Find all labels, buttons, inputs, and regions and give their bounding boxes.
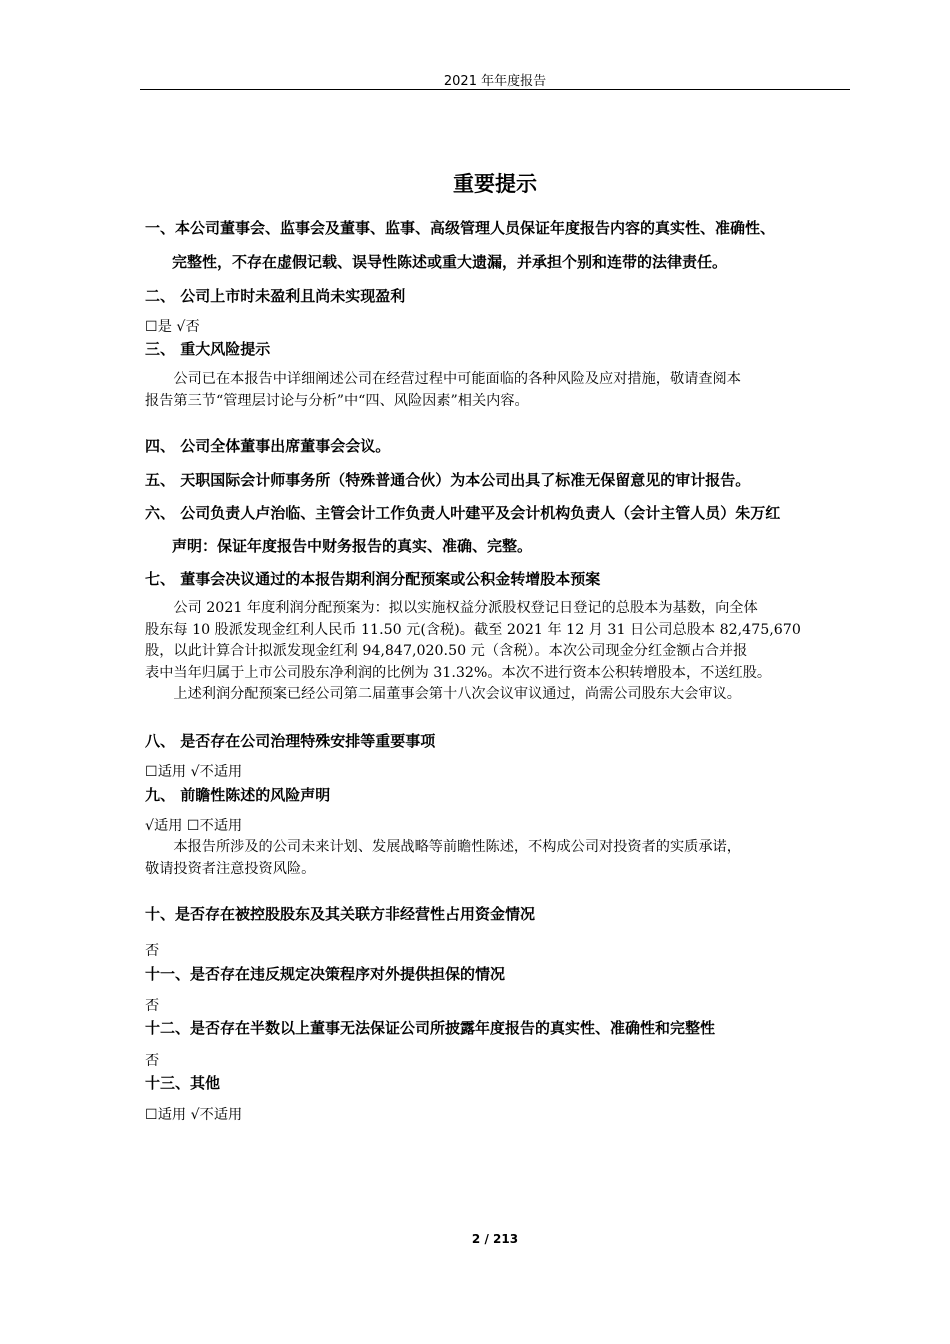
section-11-heading: 十一、是否存在违反规定决策程序对外提供担保的情况: [145, 965, 506, 983]
section-8-option: ☐适用 √不适用: [145, 764, 243, 780]
section-7-line2: 股东每 10 股派发现金红利人民币 11.50 元(含税)。截至 2021 年 12 月 31 日公司总股本 82,475,670: [145, 621, 801, 638]
section-7-line5: 上述利润分配预案已经公司第二届董事会第十八次会议审议通过，尚需公司股东大会审议。: [173, 686, 741, 702]
section-3-line2: 报告第三节“管理层讨论与分析”中“四、风险因素”相关内容。: [145, 392, 529, 409]
section-3-paragraph: [145, 369, 850, 412]
section-7-heading: 七、 董事会决议通过的本报告期利润分配预案或公积金转增股本预案: [145, 570, 601, 588]
section-2-option: ☐是 √否: [145, 319, 200, 335]
section-5-heading: 五、 天职国际会计师事务所（特殊普通合伙）为本公司出具了标准无保留意见的审计报告。: [145, 471, 751, 489]
section-7-line3: 股，以此计算合计拟派发现金红利 94,847,020.50 元（含税）。本次公司现金分红金额占合并报: [145, 643, 748, 659]
section-3-heading: 三、 重大风险提示: [145, 340, 271, 358]
section-7-paragraph: [145, 598, 850, 706]
section-6-line1: 六、 公司负责人卢治临、主管会计工作负责人叶建平及会计机构负责人（会计主管人员）朱万红: [145, 504, 781, 522]
section-4-heading: 四、 公司全体董事出席董事会会议。: [145, 437, 391, 455]
section-9-option: √适用 ☐不适用: [145, 818, 243, 834]
section-1-line1: 一、本公司董事会、监事会及董事、监事、高级管理人员保证年度报告内容的真实性、准确性、: [145, 219, 776, 237]
section-7-line1: 公司 2021 年度利润分配预案为：拟以实施权益分派股权登记日登记的总股本为基数，向全体: [173, 600, 758, 616]
section-9-paragraph: [145, 837, 850, 880]
page-title: 重要提示: [453, 172, 537, 196]
section-10-heading: 十、是否存在被控股股东及其关联方非经营性占用资金情况: [145, 905, 536, 923]
section-1-line2: 完整性，不存在虚假记载、误导性陈述或重大遗漏，并承担个别和连带的法律责任。: [172, 253, 728, 271]
section-12-answer: 否: [145, 1053, 160, 1069]
section-13-option: ☐适用 √不适用: [145, 1107, 243, 1123]
section-7-line4: 表中当年归属于上市公司股东净利润的比例为 31.32%。本次不进行资本公积转增股本，不送红股。: [145, 664, 772, 681]
section-9-heading: 九、 前瞻性陈述的风险声明: [145, 786, 331, 804]
page-header: 2021 年年度报告: [443, 74, 547, 89]
section-8-heading: 八、 是否存在公司治理特殊安排等重要事项: [145, 732, 436, 750]
section-11-answer: 否: [145, 998, 160, 1014]
header-divider: [140, 89, 850, 90]
page-number: 2 / 213: [471, 1232, 519, 1246]
section-10-answer: 否: [145, 943, 160, 959]
section-13-heading: 十三、其他: [145, 1074, 221, 1092]
section-9-line1: 本报告所涉及的公司未来计划、发展战略等前瞻性陈述，不构成公司对投资者的实质承诺，: [173, 839, 741, 855]
section-9-line2: 敬请投资者注意投资风险。: [145, 860, 316, 877]
section-6-line2: 声明：保证年度报告中财务报告的真实、准确、完整。: [172, 537, 533, 555]
section-2-heading: 二、 公司上市时未盈利且尚未实现盈利: [145, 287, 406, 305]
section-3-line1: 公司已在本报告中详细阐述公司在经营过程中可能面临的各种风险及应对措施，敬请查阅本: [173, 371, 741, 387]
section-12-heading: 十二、是否存在半数以上董事无法保证公司所披露年度报告的真实性、准确性和完整性: [145, 1019, 716, 1037]
